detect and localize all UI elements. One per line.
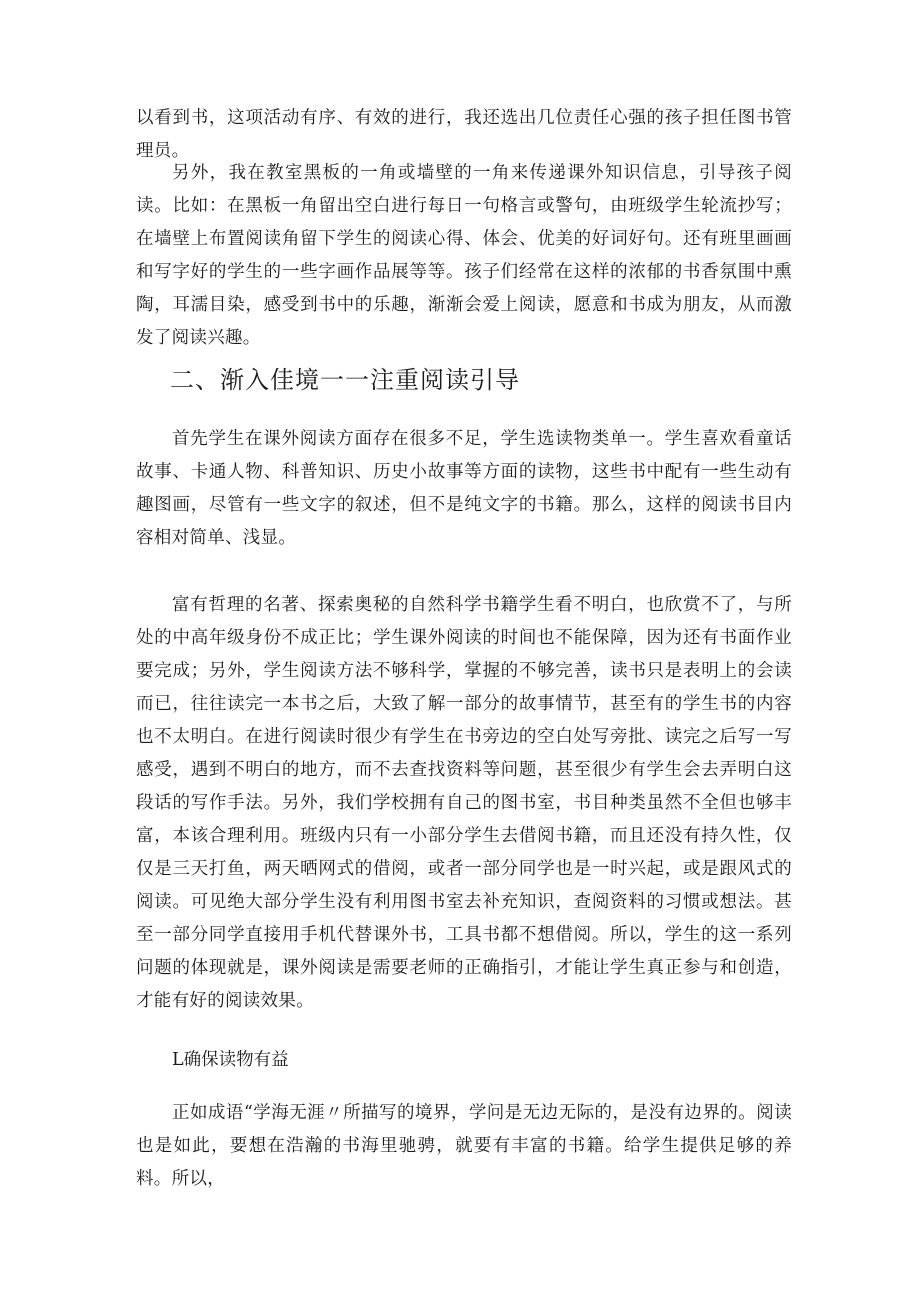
paragraph-blackboard-corner: 另外，我在教室黑板的一角或墙壁的一角来传递课外知识信息，引导孩子阅读。比如：在黑板一角留出空白进行每日一句格言或警句，由班级学生轮流抄写；在墙壁上布置阅读角留下学生的阅读心得、体会、优美的好词好句。还有班里画画和写字好的学生的一些字画作品展等等。孩子们经常在这样的浓郁的书香氛围中熏陶，耳濡目染，感受到书中的乐趣，渐渐会爱上阅读，愿意和书成为朋友，从而激发了阅读兴趣。: [136, 163, 792, 348]
paragraph-reading-problems: 富有哲理的名著、探索奥秘的自然科学书籍学生看不明白，也欣赏不了，与所处的中高年级身份不成正比；学生课外阅读的时间也不能保障，因为还有书面作业要完成；另外，学生阅读方法不够科学，掌握的不够完善，读书只是表明上的会读而已，往往读完一本书之后，大致了解一部分的故事情节，甚至有的学生书的内容也不太明白。在进行阅读时很少有学生在书旁边的空白处写旁批、读完之后写一写感受，遇到不明白的地方，而不去查找资料等问题，甚至很少有学生会去弄明白这段话的写作手法。另外，我们学校拥有自己的图书室，书目种类虽然不全但也够丰富，本该合理利用。班级内只有一小部分学生去借阅书籍，而且还没有持久性，仅仅是三天打鱼，两天晒网式的借阅，或者一部分同学也是一时兴起，或是跟风式的阅读。可见绝大部分学生没有利用图书室去补充知识，查阅资料的习惯或想法。甚至一部分同学直接用手机代替课外书，工具书都不想借阅。所以，学生的这一系列问题的体现就是，课外阅读是需要老师的正确指引，才能让学生真正参与和创造，才能有好的阅读效果。: [136, 595, 792, 1011]
section-heading: 二、渐入佳境一一注重阅读引导: [170, 366, 520, 394]
paragraph-reading-shortcomings: 首先学生在课外阅读方面存在很多不足，学生选读物类单一。学生喜欢看童话故事、卡通人物、科普知识、历史小故事等方面的读物，这些书中配有一些生动有趣图画，尽管有一些文字的叙述，但不是纯文字的书籍。那么，这样的阅读书目内容相对简单、浅显。: [136, 429, 792, 548]
paragraph-rich-books: 正如成语“学海无涯〃所描写的境界，学问是无边无际的，是没有边界的。阅读也是如此，要想在浩瀚的书海里驰骋，就要有丰富的书籍。给学生提供足够的养料。所以，: [136, 1103, 792, 1189]
subsection-heading: L确保读物有益: [172, 1050, 289, 1070]
paragraph-continuation: 以看到书，这项活动有序、有效的进行，我还选出几位责任心强的孩子担任图书管理员。: [136, 108, 792, 161]
